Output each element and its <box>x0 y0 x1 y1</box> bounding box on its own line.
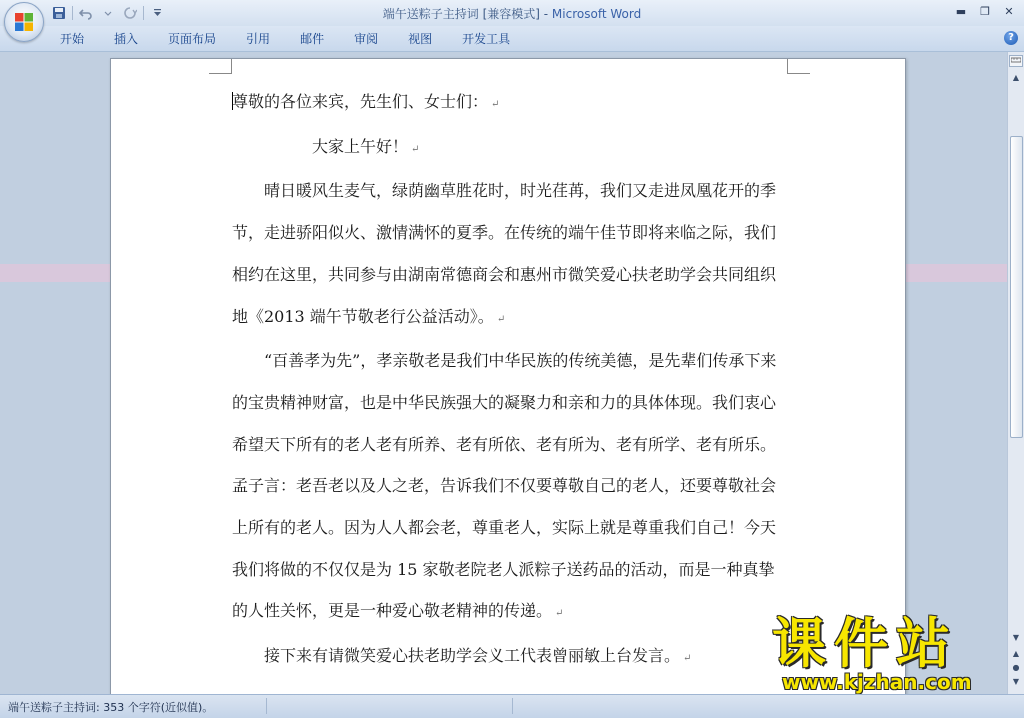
close-button[interactable]: ✕ <box>1004 4 1014 18</box>
document-title: 端午送粽子主持词 [兼容模式] - <box>382 7 552 21</box>
status-separator-line <box>512 698 513 714</box>
previous-page-button[interactable]: ▲ <box>1012 649 1020 658</box>
watermark-url: www.kjzhan.com <box>782 670 972 694</box>
watermark-logo-text: 课件站 <box>772 612 958 675</box>
paragraph-intro: 晴日暖风生麦气，绿荫幽草胜花时，时光荏苒，我们又走进凤凰花开的季节，走进骄阳似火、激情满怀的夏季。在传统的端午佳节即将来临之际，我们相约在这里，共同参与由湖南常德商会和惠州市微笑爱心扶老助学会共同组织地《2013 端午节敬老行公益活动》。 ↵ <box>232 181 777 326</box>
status-separator-line <box>266 698 267 714</box>
tab-references[interactable]: 引用 <box>246 32 271 46</box>
ruler-icon[interactable] <box>1009 55 1023 67</box>
watermark <box>772 614 1012 694</box>
status-word-count: 353 个字符(近似值)。 <box>103 701 214 714</box>
scroll-down-button[interactable]: ▼ <box>1012 633 1020 642</box>
title-bar <box>0 0 1024 26</box>
vertical-scrollbar[interactable] <box>1007 52 1024 694</box>
status-doc-name: 端午送粽子主持词 <box>8 701 96 714</box>
tab-mailings[interactable]: 邮件 <box>300 32 325 46</box>
next-page-button[interactable]: ▼ <box>1012 677 1020 686</box>
tab-insert[interactable]: 插入 <box>114 32 139 46</box>
tab-page-layout[interactable]: 页面布局 <box>168 32 217 46</box>
paragraph-mark: ↵ <box>555 608 564 620</box>
window-title <box>0 5 1024 22</box>
browse-object-button[interactable]: ● <box>1012 663 1020 672</box>
scroll-up-button[interactable]: ▲ <box>1012 73 1020 82</box>
word-count-status[interactable] <box>8 699 213 715</box>
paragraph-mark: ↵ <box>683 653 692 665</box>
paragraph-mark: ↵ <box>496 313 506 325</box>
crop-mark-top-right <box>787 59 810 74</box>
paragraph-mark: ↵ <box>491 99 500 110</box>
window-controls <box>950 2 1020 20</box>
minimize-button[interactable]: ▬ <box>955 4 967 18</box>
paragraph-filial-piety: “百善孝为先”，孝亲敬老是我们中华民族的传统美德，是先辈们传承下来的宝贵精神财富，也是中华民族强大的凝聚力和亲和力的具体体现。我们衷心希望天下所有的老人老有所养、老有所依、老有所为、老有所学、老有所乐。孟子言：老吾老以及人之老，告诉我们不仅要尊敬自己的老人，还要尊敬社会上所有的老人。因为人人都会老，尊重老人，实际上就是尊重我们自己！今天我们将做的不仅仅是为 15 家敬老院老人派粽子送药品的活动，而是一种真挚的人性关怀，更是一种爱心敬老精神的传递。 ↵ <box>232 351 777 621</box>
document-page[interactable] <box>110 58 906 694</box>
document-workspace <box>0 52 1008 694</box>
office-button[interactable] <box>4 2 44 42</box>
restore-button[interactable]: ❐ <box>980 4 990 18</box>
status-separator: : <box>96 701 104 714</box>
paragraph-salutation: 尊敬的各位来宾，先生们、女士们： ↵ <box>232 92 500 111</box>
tab-view[interactable]: 视图 <box>408 32 433 46</box>
tab-review[interactable]: 审阅 <box>354 32 379 46</box>
paragraph-next-speaker: 接下来有请微笑爱心扶老助学会义工代表曾丽敏上台发言。 ↵ <box>264 646 692 666</box>
document-body[interactable] <box>232 81 787 680</box>
scroll-thumb[interactable] <box>1010 136 1023 438</box>
ribbon-tabs <box>48 30 528 48</box>
office-logo-icon <box>14 12 34 32</box>
paragraph-greeting: 大家上午好！ ↵ <box>312 136 420 156</box>
status-bar <box>0 694 1024 718</box>
tab-developer[interactable]: 开发工具 <box>462 32 511 46</box>
crop-mark-top-left <box>209 59 232 74</box>
tab-home[interactable]: 开始 <box>60 32 85 46</box>
paragraph-mark: ↵ <box>411 143 420 155</box>
help-icon[interactable]: ? <box>1004 31 1018 45</box>
ribbon <box>0 26 1024 52</box>
app-name: Microsoft Word <box>551 7 642 21</box>
